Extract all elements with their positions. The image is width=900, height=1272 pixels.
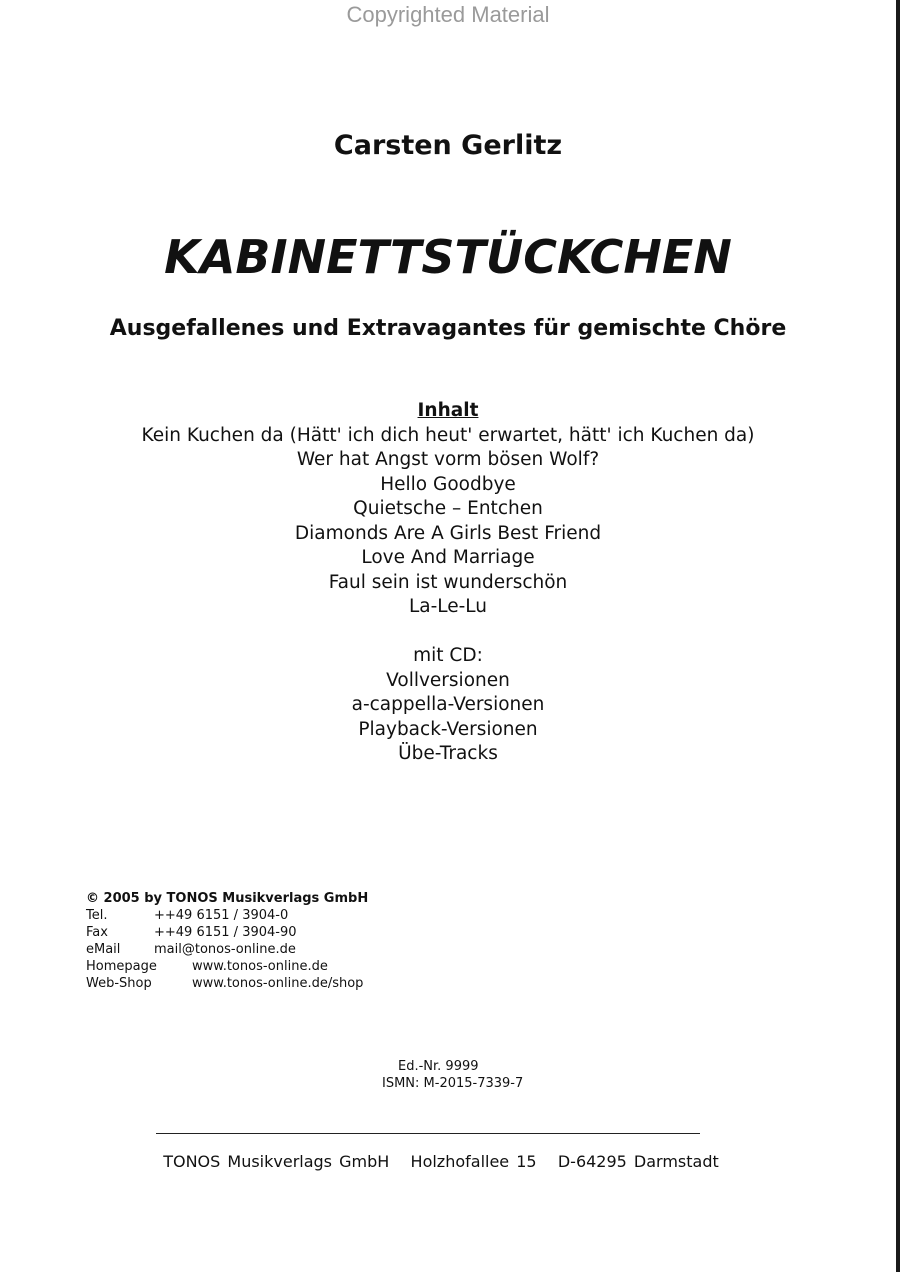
cd-heading: mit CD: xyxy=(413,645,483,666)
edition-number: Ed.-Nr. 9999 xyxy=(398,1059,479,1074)
contact-row-email xyxy=(86,941,368,958)
cd-item: Vollversionen xyxy=(386,669,510,691)
footer-divider xyxy=(156,1133,700,1134)
tel-label: Tel. xyxy=(86,908,108,923)
publisher-address: TONOS Musikverlags GmbH Holzhofallee 15 D-64295 Darmstadt xyxy=(163,1152,719,1171)
book-subtitle: Ausgefallenes und Extravagantes für gemischte Chöre xyxy=(109,316,787,341)
song-item: Wer hat Angst vorm bösen Wolf? xyxy=(296,449,600,470)
table-of-contents xyxy=(0,399,896,767)
song-item: Kein Kuchen da (Hätt' ich dich heut' erwartet, hätt' ich Kuchen da) xyxy=(141,424,755,446)
homepage-value: www.tonos-online.de xyxy=(192,959,328,974)
song-item: Faul sein ist wunderschön xyxy=(328,571,568,593)
cd-item: Übe-Tracks xyxy=(398,743,498,764)
fax-value: ++49 6151 / 3904-90 xyxy=(154,925,297,940)
contact-row-homepage xyxy=(86,958,368,975)
cd-item: Playback-Versionen xyxy=(358,718,538,740)
webshop-value: www.tonos-online.de/shop xyxy=(192,976,364,991)
ismn-number: ISMN: M-2015-7339-7 xyxy=(382,1076,524,1091)
song-item: Quietsche – Entchen xyxy=(353,498,543,519)
book-title: KABINETTSTÜCKCHEN xyxy=(164,230,732,284)
email-value: mail@tonos-online.de xyxy=(154,942,296,957)
song-item: Hello Goodbye xyxy=(380,473,516,495)
cd-item: a-cappella-Versionen xyxy=(351,694,545,715)
spacer xyxy=(0,620,896,645)
song-item: Love And Marriage xyxy=(361,547,535,568)
author-name: Carsten Gerlitz xyxy=(333,130,563,161)
watermark: Copyrighted Material xyxy=(346,2,550,27)
contact-row-fax xyxy=(86,924,368,941)
tel-value: ++49 6151 / 3904-0 xyxy=(154,908,289,923)
contact-row-tel xyxy=(86,907,368,924)
homepage-label: Homepage xyxy=(86,959,157,974)
edition-info xyxy=(382,1058,523,1092)
contact-row-webshop xyxy=(86,975,368,992)
publisher-contact xyxy=(86,890,368,992)
song-item: La-Le-Lu xyxy=(408,596,488,617)
contents-heading: Inhalt xyxy=(417,400,479,421)
copyright-notice: © 2005 by TONOS Musikverlags GmbH xyxy=(86,891,369,906)
webshop-label: Web-Shop xyxy=(86,976,152,991)
email-label: eMail xyxy=(86,942,121,957)
song-item: Diamonds Are A Girls Best Friend xyxy=(294,522,602,544)
fax-label: Fax xyxy=(86,925,108,940)
